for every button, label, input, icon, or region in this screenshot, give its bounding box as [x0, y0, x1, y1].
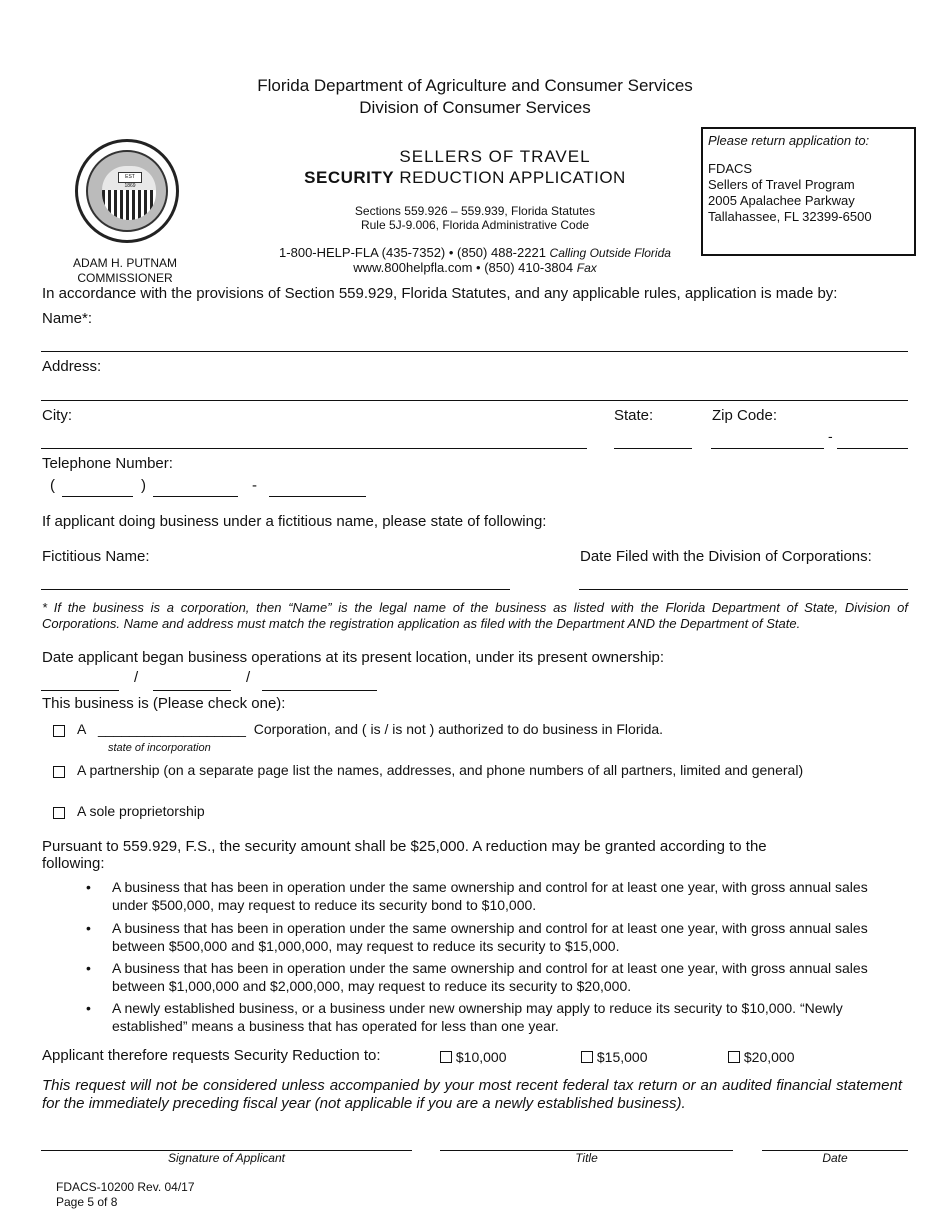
zip-dash: - [828, 428, 833, 444]
return-line2: Sellers of Travel Program [708, 177, 855, 192]
bullet-dot: • [86, 920, 91, 936]
date-filed-label: Date Filed with the Division of Corporations: [580, 548, 872, 565]
bullet-item [86, 999, 902, 1035]
business-type-label: This business is (Please check one): [42, 695, 286, 712]
return-heading: Please return application to: [708, 133, 870, 148]
form-title-bold: SECURITY [304, 168, 395, 187]
fax-note: Fax [576, 261, 597, 275]
page-number: Page 5 of 8 [56, 1195, 118, 1209]
option-15000-label: $15,000 [596, 1049, 648, 1065]
zip-ext-field[interactable] [837, 448, 908, 449]
state-field[interactable] [614, 448, 692, 449]
state-of-incorporation-caption: state of incorporation [108, 742, 211, 754]
phone-prefix-field[interactable] [153, 496, 238, 497]
date-filed-field[interactable] [579, 589, 908, 590]
state-of-incorporation-field[interactable]: ___________________ [98, 721, 246, 737]
pursuant-text: Pursuant to 559.929, F.S., the security amount shall be $25,000. A reduction may be granted according to the following: [42, 838, 767, 872]
commissioner-name: ADAM H. PUTNAM [72, 256, 177, 270]
bullet-item [86, 878, 902, 914]
telephone-label: Telephone Number: [42, 455, 173, 472]
partnership-checkbox[interactable] [53, 764, 65, 782]
date-began-day-field[interactable] [153, 690, 231, 691]
bullet-dot: • [86, 1000, 91, 1016]
bullet-text: A business that has been in operation under the same ownership and control for at least one year, with gross annual sales under $500,000, may request to reduce its security bond to $10,000. [112, 879, 868, 913]
phone-numbers: 1-800-HELP-FLA (435-7352) • (850) 488-2221 [279, 245, 546, 260]
address-label: Address: [42, 358, 102, 375]
return-line4: Tallahassee, FL 32399-6500 [708, 209, 872, 224]
title-caption: Title [575, 1151, 598, 1165]
department-seal: EST 1869 [75, 139, 179, 243]
date-began-label: Date applicant began business operations at its present location, under its present ownership: [42, 649, 665, 666]
bullet-item [86, 919, 902, 955]
date-began-month-field[interactable] [41, 690, 119, 691]
statute-line1: Sections 559.926 – 559.939, Florida Statutes [354, 204, 596, 218]
option-20000-label: $20,000 [743, 1049, 795, 1065]
city-label: City: [42, 407, 72, 424]
corporation-text: Corporation, and ( is / is not ) authorized to do business in Florida. [253, 721, 664, 737]
form-title-rest: REDUCTION APPLICATION [399, 168, 626, 187]
date-slash-2: / [246, 669, 251, 686]
web-line [250, 260, 700, 276]
bullet-text: A business that has been in operation under the same ownership and control for at least one year, with gross annual sales between $1,000,000 and $2,000,000, may request to reduce its security to $20,000. [112, 960, 868, 994]
web-fax-numbers: www.800helpfla.com • (850) 410-3804 [353, 260, 574, 275]
intro-text: In accordance with the provisions of Section 559.929, Florida Statutes, and any applicable rules, application is made by: [42, 285, 838, 302]
request-label: Applicant therefore requests Security Reduction to: [42, 1047, 381, 1064]
return-address-box [701, 127, 916, 256]
phone-open-paren: ( [50, 477, 55, 494]
commissioner-title: COMMISSIONER [77, 271, 173, 285]
bullet-item [86, 959, 902, 995]
date-caption: Date [822, 1151, 848, 1165]
form-title-line2 [280, 168, 650, 188]
area-code-field[interactable] [62, 496, 133, 497]
phone-note: Calling Outside Florida [549, 246, 671, 260]
statute-line2: Rule 5J-9.006, Florida Administrative Code [360, 218, 590, 232]
zip-field[interactable] [711, 448, 824, 449]
corporation-checkbox[interactable] [53, 723, 65, 741]
phone-close-paren: ) [141, 477, 146, 494]
corporation-option [77, 721, 663, 737]
sole-proprietorship-option: A sole proprietorship [77, 803, 205, 819]
name-field[interactable] [41, 351, 908, 352]
fictitious-name-label: Fictitious Name: [42, 548, 150, 565]
form-number: FDACS-10200 Rev. 04/17 [56, 1180, 195, 1194]
fictitious-name-field[interactable] [41, 589, 510, 590]
form-title-line1: SELLERS OF TRAVEL [399, 147, 591, 166]
option-15000[interactable] [581, 1049, 648, 1065]
option-20000-checkbox[interactable] [728, 1051, 740, 1063]
option-10000-checkbox[interactable] [440, 1051, 452, 1063]
bullet-dot: • [86, 960, 91, 976]
date-began-year-field[interactable] [262, 690, 377, 691]
return-line3: 2005 Apalachee Parkway [708, 193, 855, 208]
state-label: State: [614, 407, 654, 424]
city-field[interactable] [41, 448, 587, 449]
notice-text: This request will not be considered unless accompanied by your most recent federal tax return or an audited financial statement for the immediately preceding fiscal year (not applicable if you are a newly established business). [42, 1077, 902, 1112]
phone-line-field[interactable] [269, 496, 366, 497]
phone-line [250, 245, 700, 261]
option-20000[interactable] [728, 1049, 795, 1065]
signature-caption: Signature of Applicant [168, 1151, 285, 1165]
option-10000[interactable] [440, 1049, 507, 1065]
name-label: Name*: [42, 310, 93, 327]
option-15000-checkbox[interactable] [581, 1051, 593, 1063]
zip-label: Zip Code: [712, 407, 778, 424]
agency-name: Florida Department of Agriculture and Consumer Services [257, 76, 693, 95]
bullet-dot: • [86, 879, 91, 895]
fictitious-intro: If applicant doing business under a fictitious name, please state of following: [42, 513, 547, 530]
phone-dash: - [252, 477, 257, 494]
date-slash-1: / [134, 669, 139, 686]
division-name: Division of Consumer Services [359, 98, 591, 117]
option-10000-label: $10,000 [455, 1049, 507, 1065]
sole-proprietorship-checkbox[interactable] [53, 805, 65, 823]
corporation-prefix: A [77, 721, 87, 737]
bullet-text: A newly established business, or a business under new ownership may apply to reduce its security to $10,000. “Newly established” means a business that has operated for less than one year. [112, 1000, 843, 1034]
bullet-text: A business that has been in operation under the same ownership and control for at least one year, with gross annual sales between $500,000 and $1,000,000, may request to reduce its security to $15,000. [112, 920, 868, 954]
address-field[interactable] [41, 400, 908, 401]
partnership-option: A partnership (on a separate page list the names, addresses, and phone numbers of all partners, limited and general) [77, 762, 804, 778]
footnote: * If the business is a corporation, then “Name” is the legal name of the business as listed with the Florida Department of State, Division of Corporations. Name and address must match the registration application as filed with the Department AND the Department of State. [42, 600, 908, 631]
return-line1: FDACS [708, 161, 753, 176]
